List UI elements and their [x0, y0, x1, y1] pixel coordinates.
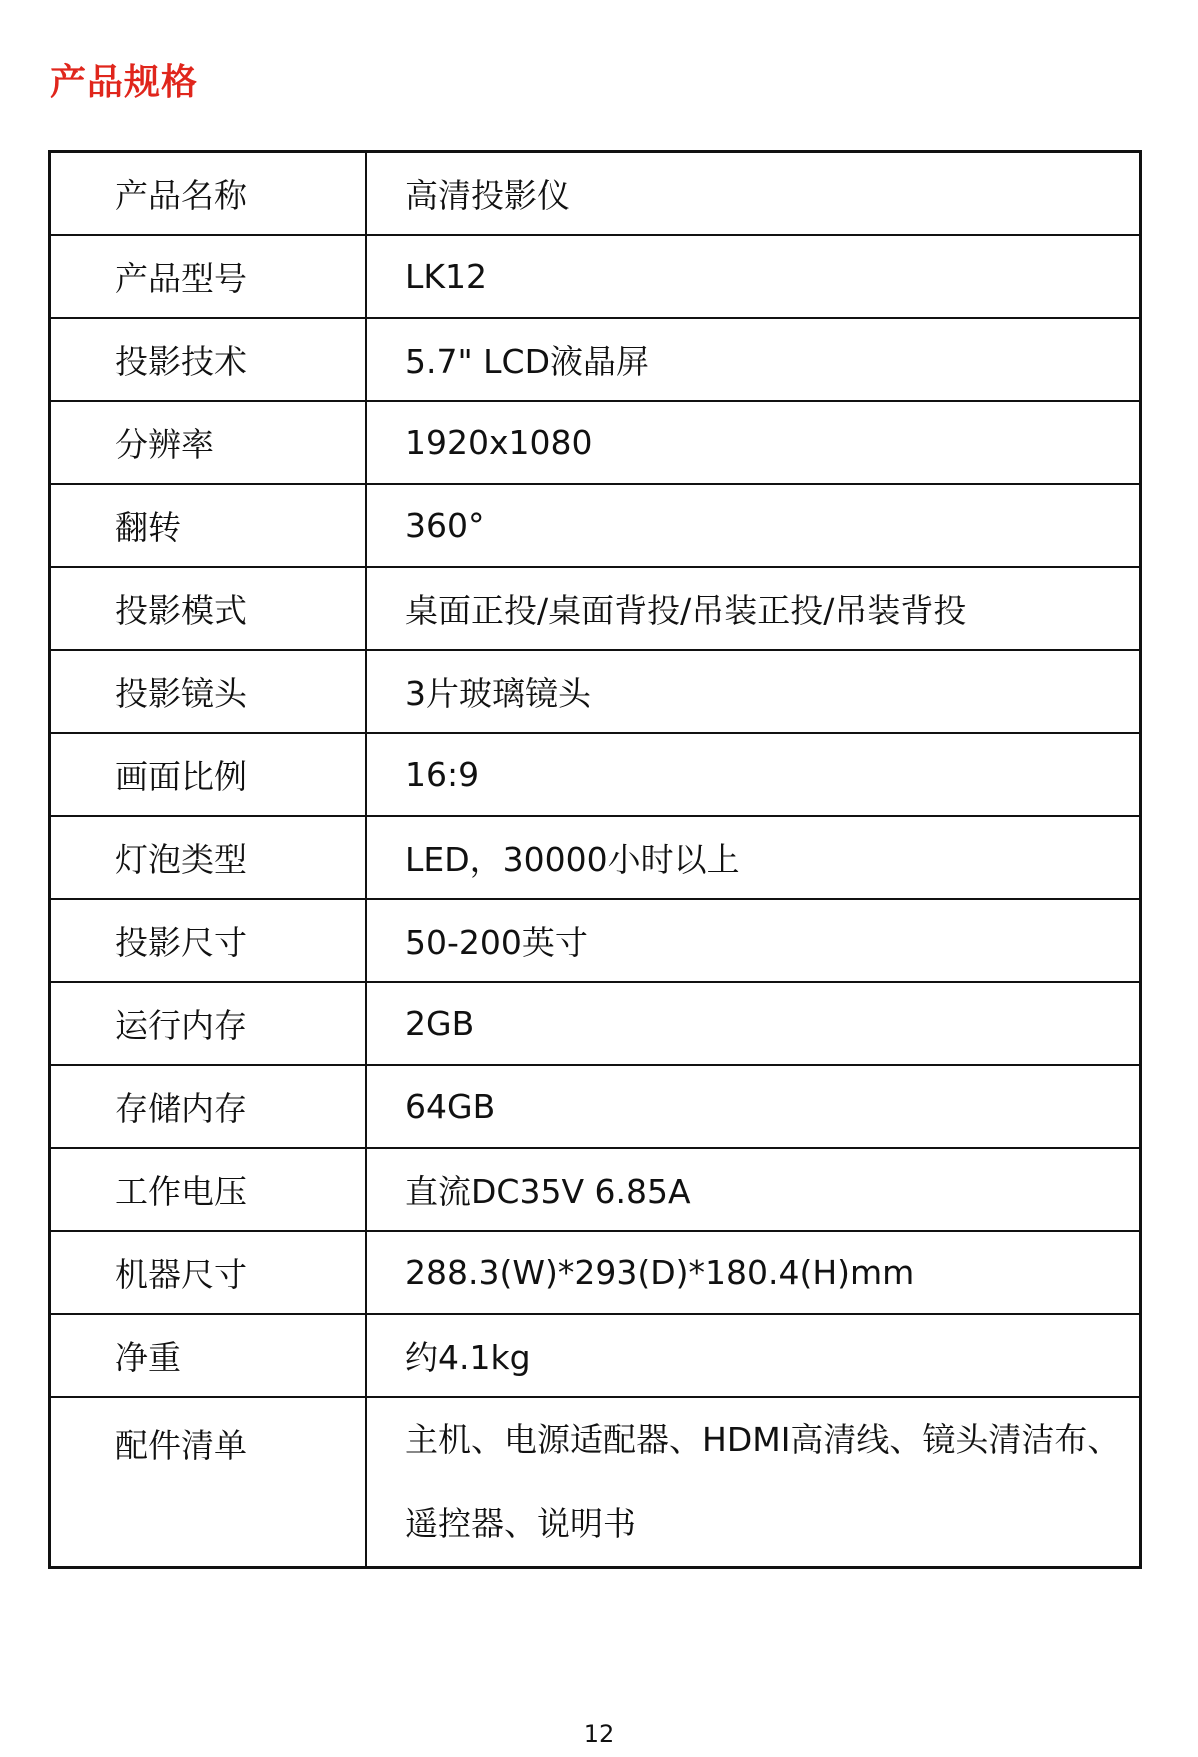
table-row: [50, 235, 1141, 318]
spec-label: 工作电压: [50, 1148, 367, 1231]
spec-label: 配件清单: [50, 1397, 367, 1568]
spec-value: 直流DC35V 6.85A: [366, 1148, 1141, 1231]
table-row: [50, 1231, 1141, 1314]
table-row: [50, 152, 1141, 235]
spec-label: 投影技术: [50, 318, 367, 401]
table-row: [50, 650, 1141, 733]
spec-value: 5.7" LCD液晶屏: [366, 318, 1141, 401]
table-row: [50, 484, 1141, 567]
table-row: [50, 733, 1141, 816]
spec-value: 16:9: [366, 733, 1141, 816]
spec-table: [48, 150, 1142, 1569]
table-row: [50, 982, 1141, 1065]
spec-label: 机器尺寸: [50, 1231, 367, 1314]
table-row: [50, 899, 1141, 982]
spec-label: 存储内存: [50, 1065, 367, 1148]
spec-label: 净重: [50, 1314, 367, 1397]
spec-value: 2GB: [366, 982, 1141, 1065]
spec-value: 1920x1080: [366, 401, 1141, 484]
spec-value: 桌面正投/桌面背投/吊装正投/吊装背投: [366, 567, 1141, 650]
spec-value: 高清投影仪: [366, 152, 1141, 235]
spec-label: 运行内存: [50, 982, 367, 1065]
table-row: [50, 1397, 1141, 1568]
spec-label: 投影镜头: [50, 650, 367, 733]
spec-value: 3片玻璃镜头: [366, 650, 1141, 733]
table-row: [50, 401, 1141, 484]
table-row: [50, 318, 1141, 401]
spec-value: 50-200英寸: [366, 899, 1141, 982]
spec-value: 360°: [366, 484, 1141, 567]
spec-value: LK12: [366, 235, 1141, 318]
spec-value: LED，30000小时以上: [366, 816, 1141, 899]
spec-value-line: 主机、电源适配器、HDMI高清线、镜头清洁布、: [405, 1419, 1121, 1459]
table-row: [50, 1065, 1141, 1148]
spec-label: 投影尺寸: [50, 899, 367, 982]
spec-label: 投影模式: [50, 567, 367, 650]
spec-label: 翻转: [50, 484, 367, 567]
table-row: [50, 1314, 1141, 1397]
spec-label: 产品型号: [50, 235, 367, 318]
spec-value: 64GB: [366, 1065, 1141, 1148]
table-row: [50, 1148, 1141, 1231]
spec-value: 288.3(W)*293(D)*180.4(H)mm: [366, 1231, 1141, 1314]
table-row: [50, 816, 1141, 899]
spec-value-line: 遥控器、说明书: [405, 1503, 636, 1543]
page-number: 12: [583, 1720, 615, 1748]
spec-label: 灯泡类型: [50, 816, 367, 899]
spec-label: 分辨率: [50, 401, 367, 484]
spec-value: [366, 1397, 1141, 1568]
page-heading: 产品规格: [50, 62, 199, 103]
spec-label: 产品名称: [50, 152, 367, 235]
table-row: [50, 567, 1141, 650]
spec-label: 画面比例: [50, 733, 367, 816]
spec-value: 约4.1kg: [366, 1314, 1141, 1397]
